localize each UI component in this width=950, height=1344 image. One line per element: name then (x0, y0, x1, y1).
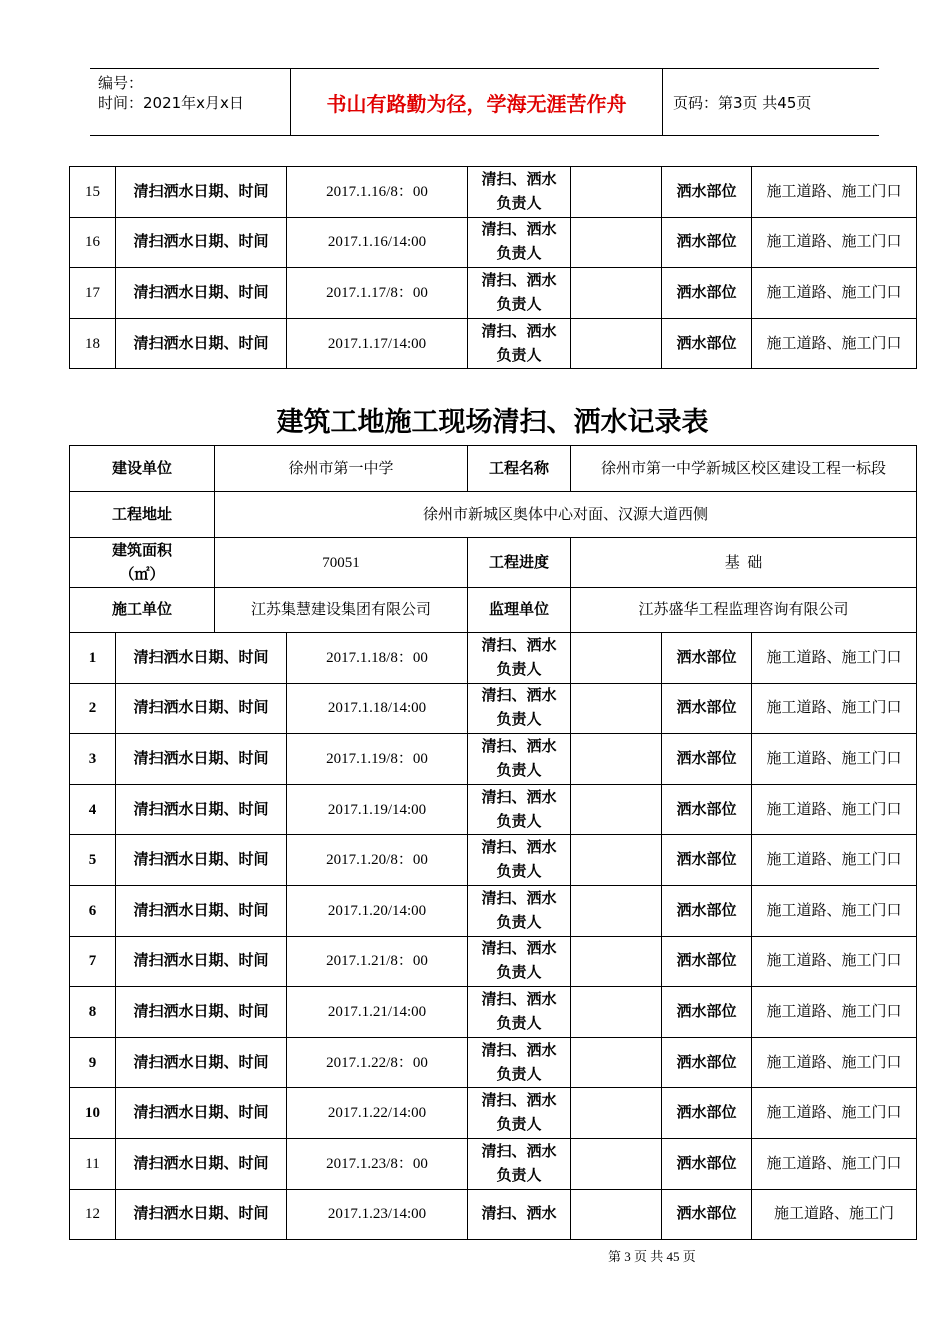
area-value: 施工道路、施工门口 (752, 683, 917, 734)
footer-page-number: 第 3 页 共 45 页 (608, 1249, 696, 1264)
area-label: 洒水部位 (662, 318, 752, 369)
responsible-value (571, 1138, 662, 1189)
header-time-label: 时间：2021年x月x日 (98, 94, 244, 112)
responsible-value (571, 318, 662, 369)
area-value: 施工道路、施工门口 (752, 167, 917, 218)
row-number: 3 (70, 734, 116, 785)
row-number: 17 (70, 268, 116, 319)
date-label: 清扫洒水日期、时间 (116, 268, 287, 319)
table-row (70, 885, 917, 936)
area-value: 施工道路、施工门口 (752, 1088, 917, 1139)
date-label: 清扫洒水日期、时间 (116, 734, 287, 785)
responsible-value (571, 987, 662, 1038)
responsible-value (571, 835, 662, 886)
responsible-value (571, 1037, 662, 1088)
header-motto: 书山有路勤为径，学海无涯苦作舟 (290, 69, 663, 135)
row-number: 1 (70, 633, 116, 684)
date-value: 2017.1.23/8：00 (287, 1138, 468, 1189)
area-value: 70051 (215, 538, 468, 588)
project-name-value: 徐州市第一中学新城区校区建设工程一标段 (571, 446, 917, 492)
table2-body (70, 633, 917, 1240)
responsible-label: 清扫、洒水负责人 (468, 1138, 571, 1189)
table-row (70, 987, 917, 1038)
address-label: 工程地址 (70, 492, 215, 538)
date-value: 2017.1.23/14:00 (287, 1189, 468, 1240)
row-number: 10 (70, 1088, 116, 1139)
row-number: 4 (70, 784, 116, 835)
responsible-label: 清扫、洒水负责人 (468, 1088, 571, 1139)
date-value: 2017.1.21/8：00 (287, 936, 468, 987)
area-value: 施工道路、施工门口 (752, 936, 917, 987)
responsible-label: 清扫、洒水负责人 (468, 987, 571, 1038)
area-label: 洒水部位 (662, 1088, 752, 1139)
table-row (70, 683, 917, 734)
date-value: 2017.1.18/8：00 (287, 633, 468, 684)
responsible-label: 清扫、洒水负责人 (468, 734, 571, 785)
date-value: 2017.1.20/8：00 (287, 835, 468, 886)
table-row (70, 936, 917, 987)
responsible-value (571, 1189, 662, 1240)
table-row (70, 1088, 917, 1139)
date-value: 2017.1.16/8：00 (287, 167, 468, 218)
area-value: 施工道路、施工门口 (752, 1037, 917, 1088)
area-label: 洒水部位 (662, 683, 752, 734)
date-label: 清扫洒水日期、时间 (116, 835, 287, 886)
date-value: 2017.1.17/8：00 (287, 268, 468, 319)
address-value: 徐州市新城区奥体中心对面、汉源大道西侧 (215, 492, 917, 538)
area-label: 洒水部位 (662, 987, 752, 1038)
responsible-value (571, 167, 662, 218)
area-label: 洒水部位 (662, 1138, 752, 1189)
table-row (70, 1189, 917, 1240)
date-label: 清扫洒水日期、时间 (116, 633, 287, 684)
date-label: 清扫洒水日期、时间 (116, 1189, 287, 1240)
date-label: 清扫洒水日期、时间 (116, 987, 287, 1038)
row-number: 7 (70, 936, 116, 987)
responsible-value (571, 734, 662, 785)
page-header (90, 68, 879, 136)
date-value: 2017.1.19/14:00 (287, 784, 468, 835)
date-label: 清扫洒水日期、时间 (116, 784, 287, 835)
table-row (70, 1138, 917, 1189)
responsible-label: 清扫、洒水负责人 (468, 633, 571, 684)
area-value: 施工道路、施工门口 (752, 784, 917, 835)
table1-body (70, 167, 917, 369)
area-label: 洒水部位 (662, 734, 752, 785)
build-unit-label: 建设单位 (70, 446, 215, 492)
date-value: 2017.1.21/14:00 (287, 987, 468, 1038)
area-label: 建筑面积（㎡） (70, 538, 215, 588)
row-number: 8 (70, 987, 116, 1038)
area-value: 施工道路、施工门口 (752, 217, 917, 268)
project-name-label: 工程名称 (468, 446, 571, 492)
record-table (69, 632, 917, 1240)
date-label: 清扫洒水日期、时间 (116, 683, 287, 734)
row-number: 16 (70, 217, 116, 268)
area-label: 洒水部位 (662, 784, 752, 835)
responsible-label: 清扫、洒水负责人 (468, 167, 571, 218)
table-row (70, 734, 917, 785)
responsible-value (571, 936, 662, 987)
table-row (70, 835, 917, 886)
date-label: 清扫洒水日期、时间 (116, 1037, 287, 1088)
date-label: 清扫洒水日期、时间 (116, 885, 287, 936)
date-value: 2017.1.22/8：00 (287, 1037, 468, 1088)
area-label: 洒水部位 (662, 1189, 752, 1240)
build-unit-value: 徐州市第一中学 (215, 446, 468, 492)
date-value: 2017.1.18/14:00 (287, 683, 468, 734)
date-value: 2017.1.19/8：00 (287, 734, 468, 785)
area-label: 洒水部位 (662, 167, 752, 218)
responsible-label: 清扫、洒水负责人 (468, 268, 571, 319)
row-number: 9 (70, 1037, 116, 1088)
area-value: 施工道路、施工门口 (752, 1138, 917, 1189)
responsible-label: 清扫、洒水 (468, 1189, 571, 1240)
area-value: 施工道路、施工门口 (752, 734, 917, 785)
responsible-label: 清扫、洒水负责人 (468, 683, 571, 734)
form-title: 建筑工地施工现场清扫、洒水记录表 (276, 407, 709, 437)
row-number: 5 (70, 835, 116, 886)
header-code-label: 编号： (98, 74, 144, 92)
date-value: 2017.1.16/14:00 (287, 217, 468, 268)
table-row (70, 268, 917, 319)
area-value: 施工道路、施工门 (752, 1189, 917, 1240)
row-number: 2 (70, 683, 116, 734)
area-value: 施工道路、施工门口 (752, 885, 917, 936)
area-label: 洒水部位 (662, 217, 752, 268)
responsible-value (571, 268, 662, 319)
responsible-label: 清扫、洒水负责人 (468, 1037, 571, 1088)
date-label: 清扫洒水日期、时间 (116, 167, 287, 218)
table-row (70, 217, 917, 268)
responsible-value (571, 885, 662, 936)
responsible-label: 清扫、洒水负责人 (468, 936, 571, 987)
responsible-label: 清扫、洒水负责人 (468, 217, 571, 268)
construct-unit-value: 江苏集慧建设集团有限公司 (215, 588, 468, 633)
date-value: 2017.1.22/14:00 (287, 1088, 468, 1139)
area-label: 洒水部位 (662, 633, 752, 684)
area-value: 施工道路、施工门口 (752, 987, 917, 1038)
date-label: 清扫洒水日期、时间 (116, 318, 287, 369)
responsible-value (571, 217, 662, 268)
responsible-label: 清扫、洒水负责人 (468, 784, 571, 835)
date-value: 2017.1.20/14:00 (287, 885, 468, 936)
area-value: 施工道路、施工门口 (752, 633, 917, 684)
responsible-label: 清扫、洒水负责人 (468, 835, 571, 886)
responsible-value (571, 683, 662, 734)
row-number: 11 (70, 1138, 116, 1189)
area-label: 洒水部位 (662, 268, 752, 319)
area-value: 施工道路、施工门口 (752, 268, 917, 319)
area-value: 施工道路、施工门口 (752, 835, 917, 886)
row-number: 18 (70, 318, 116, 369)
area-label: 洒水部位 (662, 885, 752, 936)
date-label: 清扫洒水日期、时间 (116, 217, 287, 268)
date-label: 清扫洒水日期、时间 (116, 936, 287, 987)
progress-label: 工程进度 (468, 538, 571, 588)
responsible-label: 清扫、洒水负责人 (468, 885, 571, 936)
table-row (70, 784, 917, 835)
row-number: 12 (70, 1189, 116, 1240)
supervise-unit-value: 江苏盛华工程监理咨询有限公司 (571, 588, 917, 633)
area-label: 洒水部位 (662, 835, 752, 886)
table-row (70, 1037, 917, 1088)
record-table-continued (69, 166, 917, 369)
responsible-value (571, 1088, 662, 1139)
project-info-table (69, 445, 917, 633)
responsible-value (571, 633, 662, 684)
responsible-label: 清扫、洒水负责人 (468, 318, 571, 369)
area-value: 施工道路、施工门口 (752, 318, 917, 369)
responsible-value (571, 784, 662, 835)
area-label: 洒水部位 (662, 936, 752, 987)
table-row (70, 318, 917, 369)
table-row (70, 167, 917, 218)
construct-unit-label: 施工单位 (70, 588, 215, 633)
date-label: 清扫洒水日期、时间 (116, 1138, 287, 1189)
progress-value: 基 础 (571, 538, 917, 588)
date-value: 2017.1.17/14:00 (287, 318, 468, 369)
supervise-unit-label: 监理单位 (468, 588, 571, 633)
header-page-label: 页码：第3页 共45页 (673, 93, 812, 112)
date-label: 清扫洒水日期、时间 (116, 1088, 287, 1139)
row-number: 15 (70, 167, 116, 218)
table-row (70, 633, 917, 684)
header-meta (90, 69, 290, 135)
area-label: 洒水部位 (662, 1037, 752, 1088)
row-number: 6 (70, 885, 116, 936)
